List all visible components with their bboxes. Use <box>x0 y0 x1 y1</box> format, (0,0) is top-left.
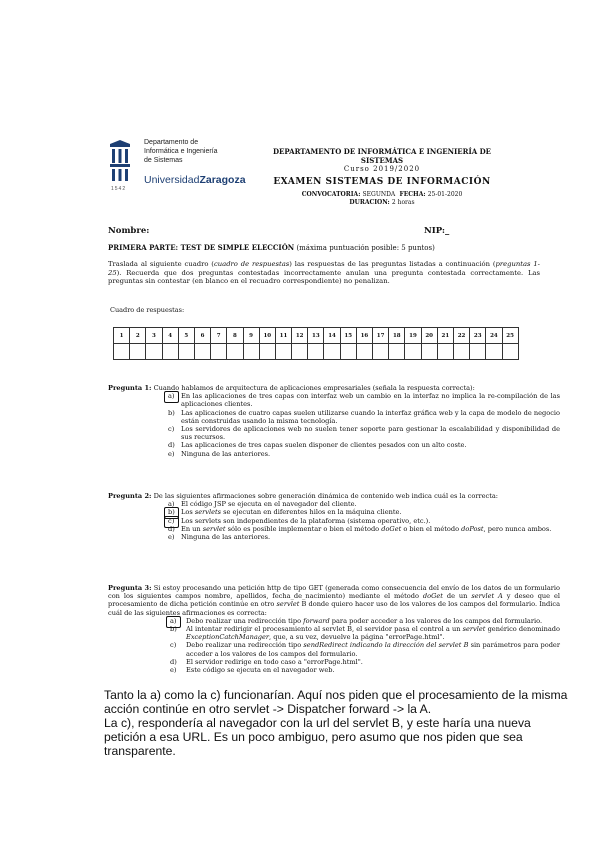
name-label: Nombre: <box>108 226 150 236</box>
answer-cell-24[interactable] <box>486 344 502 360</box>
university-name: UniversidadZaragoza <box>144 174 246 186</box>
answer-number-25: 25 <box>502 328 518 344</box>
answer-cell-1[interactable] <box>114 344 130 360</box>
q3-option-a: a) Debo realizar una redirección tipo forward para poder acceder a los valores de los campos del formulario. <box>170 616 543 625</box>
student-annotation <box>104 688 574 758</box>
answer-number-16: 16 <box>356 328 372 344</box>
answer-number-6: 6 <box>194 328 210 344</box>
answer-number-8: 8 <box>227 328 243 344</box>
q2-option-b: b) Los servlets se ejecutan en diferentes hilos en la máquina cliente. <box>168 508 402 517</box>
answers-label: Cuadro de respuestas: <box>110 306 185 314</box>
department-title: DEPARTAMENTO DE INFORMÁTICA E INGENIERÍA DE SISTEMAS <box>272 147 492 165</box>
q2-option-e: e) Ninguna de las anteriores. <box>168 533 271 542</box>
exam-meta: CONVOCATORIA: SEGUNDA FECHA: 25-01-2020 DURACION: 2 horas <box>301 191 463 206</box>
answer-number-21: 21 <box>437 328 453 344</box>
q2-option-a: a) El código JSP se ejecuta en el navegador del cliente. <box>168 500 357 509</box>
answer-number-4: 4 <box>162 328 178 344</box>
q1-option-e: e) Ninguna de las anteriores. <box>168 449 271 458</box>
exam-title: EXAMEN SISTEMAS DE INFORMACIÓN <box>273 177 491 187</box>
question-1: Pregunta 1: Cuando hablamos de arquitectura de aplicaciones empresariales (señala la respuesta correcta): a) En las aplicaciones de tres capas con interfaz web un cambio en la interfaz no implica la re-compilación de las aplicaciones clientes. b) Las aplicaciones de cuatro capas suelen utilizarse cuando la interfaz gráfica web y la capa de modelo de negocio están construidas usando la misma tecnología. c) Los servidores de aplicaciones web no suelen tener soporte para gestionar la escalabilidad y disponibilidad de sus recursos. d) Las aplicaciones de tres capas suelen disponer de clientes pesados con un alto coste. e) Ninguna de las anteriores. <box>108 384 560 458</box>
university-logo <box>108 138 248 194</box>
answer-cell-22[interactable] <box>453 344 469 360</box>
answer-cell-18[interactable] <box>389 344 405 360</box>
answer-cell-2[interactable] <box>130 344 146 360</box>
answer-grid <box>113 327 519 360</box>
q3-option-c: c) Debo realizar una redirección tipo sendRedirect indicando la dirección del servlet B sin parámetros para poder acceder a los valores de los campos del formulario. <box>170 641 560 658</box>
q3-option-d: d) El servidor redirige en todo caso a "errorPage.html". <box>170 657 363 666</box>
q1-option-d: d) Las aplicaciones de tres capas suelen disponer de clientes pesados con un alto coste. <box>168 441 467 450</box>
answer-number-14: 14 <box>324 328 340 344</box>
university-emblem-icon <box>108 140 132 186</box>
answer-grid-answers <box>114 344 519 360</box>
answer-number-17: 17 <box>373 328 389 344</box>
question-2: Pregunta 2: De las siguientes afirmaciones sobre generación dinámica de contenido web indica cuál es la correcta: a) El código JSP se ejecuta en el navegador del cliente. b) Los servlets se ejecutan en diferentes hilos en la máquina cliente. c) Los servlets son independientes de la plataforma (sistema operativo, etc.). d) En un servlet sólo es posible implementar o bien el método doGet o bien el método doPost, pero nunca ambos. e) Ninguna de las anteriores. <box>108 492 560 541</box>
answer-number-9: 9 <box>243 328 259 344</box>
answer-number-1: 1 <box>114 328 130 344</box>
question-3: Pregunta 3: Si estoy procesando una petición http de tipo GET (generada como consecuencia del envío de los datos de un formulario con los siguientes campos nombre, apellidos, fecha_de_nacimiento) mediante el método doGet de un servlet A y deseo que el procesamiento de dicha petición continúe en otro servlet B donde quiero hacer uso de los valores de los campos del formulario. Indica cuál de las siguientes afirmaciones es correcta: a) Debo realizar una redirección tipo forward para poder acceder a los valores de los campos del formulario. b) Al intentar redirigir el procesamiento al servlet B, el servidor pasa el control a un servlet genérico denominado ExceptionCatchManager, que, a su vez, devuelve la página "errorPage.html". c) Debo realizar una redirección tipo sendRedirect indicando la dirección del servlet B sin parámetros para poder acceder a los valores de los campos del formulario. d) El servidor redirige en todo caso a "errorPage.html". e) Este código se ejecuta en el navegador web. <box>108 584 561 675</box>
answer-number-3: 3 <box>146 328 162 344</box>
answer-number-5: 5 <box>178 328 194 344</box>
annotation-line-1: Tanto la a) como la c) funcionarían. Aquí nos piden que el procesamiento de la misma acción continúe en otro servlet -> Dispatcher forward -> la A. <box>104 688 568 716</box>
answer-cell-4[interactable] <box>162 344 178 360</box>
answer-cell-19[interactable] <box>405 344 421 360</box>
answer-number-18: 18 <box>389 328 405 344</box>
answer-cell-15[interactable] <box>340 344 356 360</box>
answer-number-11: 11 <box>275 328 291 344</box>
answer-cell-23[interactable] <box>470 344 486 360</box>
answer-cell-25[interactable] <box>502 344 518 360</box>
answer-cell-11[interactable] <box>275 344 291 360</box>
answer-cell-3[interactable] <box>146 344 162 360</box>
answer-cell-12[interactable] <box>292 344 308 360</box>
q2-option-d: d) En un servlet sólo es posible implementar o bien el método doGet o bien el método doPost, pero nunca ambos. <box>168 524 552 533</box>
q1-option-a: a) En las aplicaciones de tres capas con interfaz web un cambio en la interfaz no implica la re-compilación de las aplicaciones clientes. <box>168 392 560 409</box>
answer-cell-13[interactable] <box>308 344 324 360</box>
answer-number-19: 19 <box>405 328 421 344</box>
answer-cell-6[interactable] <box>194 344 210 360</box>
answer-cell-5[interactable] <box>178 344 194 360</box>
instructions: Traslada al siguiente cuadro (cuadro de respuestas) las respuestas de las preguntas listadas a continuación (preguntas 1-25). Recuerda que dos preguntas contestadas incorrectamente anulan una pregunta contestada correctamente. Las preguntas sin contestar (en blanco en el recuadro correspondiente) no penalizan. <box>108 260 540 286</box>
answer-number-2: 2 <box>130 328 146 344</box>
annotation-line-2: La c), respondería al navegador con la url del servlet B, y este haría una nueva petición a esa URL. Es un poco ambiguo, pero asumo que nos piden que sea transparente. <box>104 716 531 758</box>
answer-cell-21[interactable] <box>437 344 453 360</box>
answer-number-13: 13 <box>308 328 324 344</box>
exam-header <box>258 147 506 206</box>
answer-cell-14[interactable] <box>324 344 340 360</box>
answer-number-22: 22 <box>453 328 469 344</box>
q3-option-b: b) Al intentar redirigir el procesamiento al servlet B, el servidor pasa el control a un servlet genérico denominado ExceptionCatchManager, que, a su vez, devuelve la página "errorPage.html". <box>170 625 560 642</box>
answer-number-15: 15 <box>340 328 356 344</box>
answer-number-24: 24 <box>486 328 502 344</box>
part-heading: PRIMERA PARTE: TEST DE SIMPLE ELECCIÓN (máxima puntuación posible: 5 puntos) <box>108 243 435 252</box>
answer-cell-7[interactable] <box>211 344 227 360</box>
answer-cell-17[interactable] <box>373 344 389 360</box>
answer-number-7: 7 <box>211 328 227 344</box>
answer-number-20: 20 <box>421 328 437 344</box>
logo-year: 1542 <box>111 186 127 192</box>
answer-grid-header <box>114 328 519 344</box>
answer-cell-16[interactable] <box>356 344 372 360</box>
answer-number-12: 12 <box>292 328 308 344</box>
course-year: Curso 2019/2020 <box>343 165 421 173</box>
q1-option-b: b) Las aplicaciones de cuatro capas suelen utilizarse cuando la interfaz gráfica web y la capa de modelo de negocio están construidas usando la misma tecnología. <box>168 408 560 425</box>
answer-cell-10[interactable] <box>259 344 275 360</box>
answer-number-10: 10 <box>259 328 275 344</box>
q3-option-e: e) Este código se ejecuta en el navegador web. <box>170 666 335 675</box>
answer-cell-8[interactable] <box>227 344 243 360</box>
answer-number-23: 23 <box>470 328 486 344</box>
answer-cell-20[interactable] <box>421 344 437 360</box>
department-name: Departamento de Informática e Ingeniería de Sistemas <box>144 139 218 164</box>
q2-option-c: c) Los servlets son independientes de la plataforma (sistema operativo, etc.). <box>168 516 431 525</box>
nip-label: NIP:_ <box>424 226 450 236</box>
answer-cell-9[interactable] <box>243 344 259 360</box>
q1-option-c: c) Los servidores de aplicaciones web no suelen tener soporte para gestionar la escalabilidad y disponibilidad de sus recursos. <box>168 425 560 442</box>
